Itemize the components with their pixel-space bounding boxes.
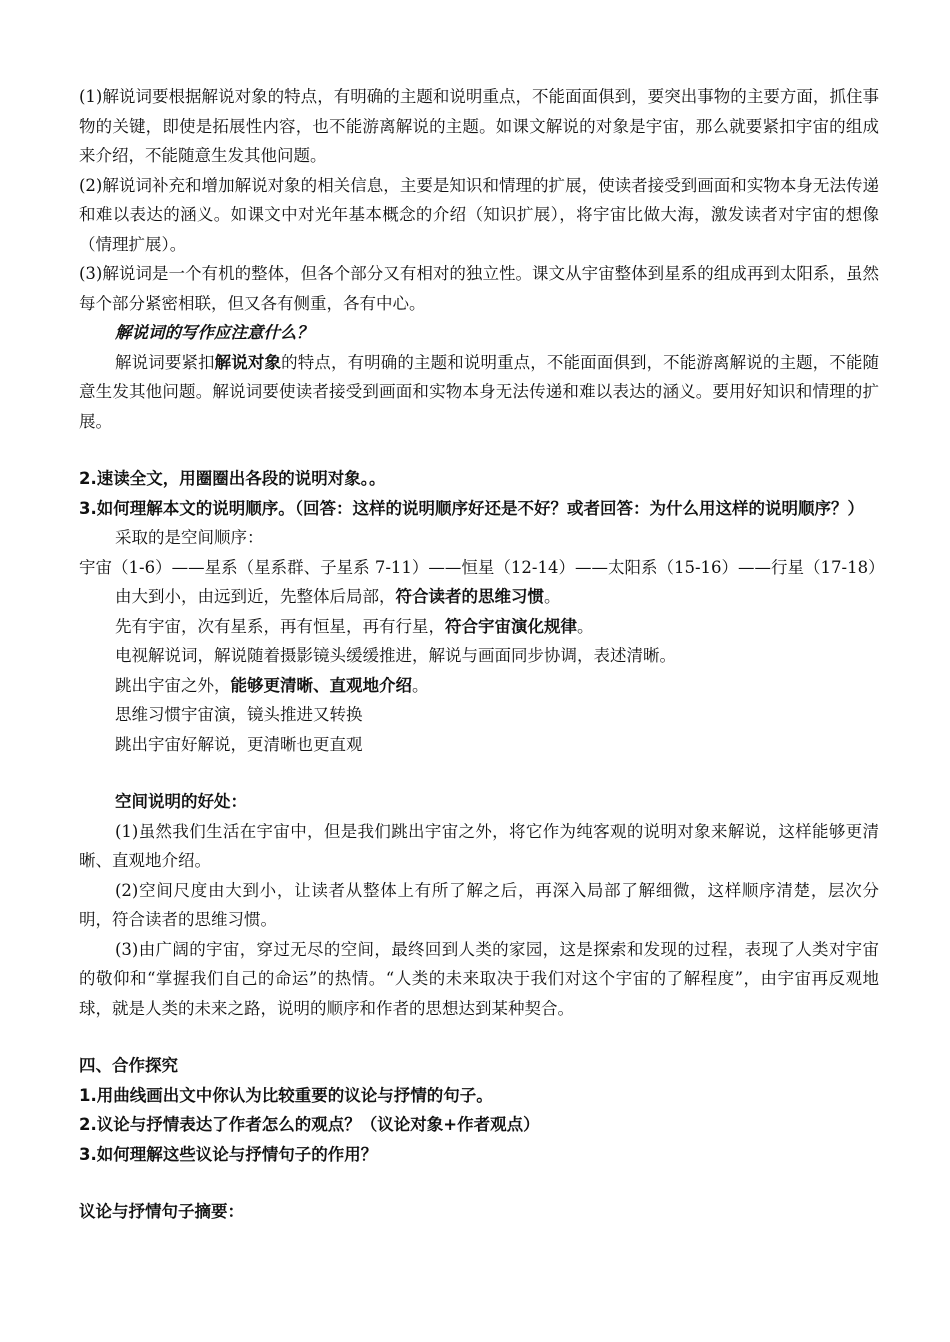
document-page bbox=[79, 82, 885, 1227]
rhyme-line-2: 跳出宇宙好解说，更清晰也更直观 bbox=[115, 734, 363, 754]
task-1: 1.用曲线画出文中你认为比较重要的议论与抒情的句子。 bbox=[79, 1085, 493, 1105]
order-intro: 采取的是空间顺序： bbox=[115, 528, 264, 547]
question-3: 3.如何理解本文的说明顺序。（回答：这样的说明顺序好还是不好？或者回答：为什么用这样的说明顺序？） bbox=[79, 498, 864, 518]
paragraph-1: (1)解说词要根据解说对象的特点，有明确的主题和说明重点，不能面面俱到，要突出事物的主要方面，抓住事物的关键，即使是拓展性内容，也不能游离解说的主题。如课文解说的对象是宇宙，那么就要紧扣宇宙的组成来介绍，不能随意生发其他问题。 bbox=[79, 87, 879, 165]
rhyme-line-1: 思维习惯宇宙演，镜头推进又转换 bbox=[115, 705, 363, 724]
task-3: 3.如何理解这些议论与抒情句子的作用？ bbox=[79, 1144, 378, 1164]
answer-emphasis: 解说对象 bbox=[214, 352, 282, 372]
section-heading-4: 四、合作探究 bbox=[79, 1056, 178, 1075]
question-2: 2.速读全文，用圈圈出各段的说明对象。。 bbox=[79, 469, 386, 488]
task-2: 2.议论与抒情表达了作者怎么的观点？（议论对象+作者观点） bbox=[79, 1115, 540, 1134]
answer-paragraph: 解说词要紧扣解说对象的特点，有明确的主题和说明重点，不能面面俱到，不能游离解说的主题，不能随意生发其他问题。解说词要使读者接受到画面和实物本身无法传递和难以表达的涵义。要用好知识和情理的扩展。 bbox=[79, 352, 880, 431]
benefit-3: (3)由广阔的宇宙，穿过无尽的空间，最终回到人类的家园，这是探索和发现的过程，表现了人类对宇宙的敬仰和“掌握我们自己的命运”的热情。“人类的未来取决于我们对这个宇宙的了解程度”，由宇宙再反观地球，就是人类的未来之路，说明的顺序和作者的思想达到某种契合。 bbox=[79, 939, 879, 1018]
order-line-4: 跳出宇宙之外，能够更清晰、直观地介绍。 bbox=[115, 675, 429, 695]
benefits-title: 空间说明的好处： bbox=[115, 792, 247, 811]
benefit-2: (2)空间尺度由大到小，让读者从整体上有所了解之后，再深入局部了解细微，这样顺序清楚，层次分明，符合读者的思维习惯。 bbox=[79, 880, 879, 929]
paragraph-3: (3)解说词是一个有机的整体，但各个部分又有相对的独立性。课文从宇宙整体到星系的组成再到太阳系，虽然每个部分紧密相联，但又各有侧重，各有中心。 bbox=[79, 264, 879, 313]
paragraph-2: (2)解说词补充和增加解说对象的相关信息，主要是知识和情理的扩展，使读者接受到画面和实物本身无法传递和难以表达的涵义。如课文中对光年基本概念的介绍（知识扩展），将宇宙比做大海，激发读者对宇宙的想像（情理扩展）。 bbox=[79, 175, 879, 254]
order-line-3: 电视解说词，解说随着摄影镜头缓缓推进，解说与画面同步协调，表述清晰。 bbox=[115, 646, 676, 665]
summary-title: 议论与抒情句子摘要： bbox=[79, 1202, 244, 1221]
order-sequence: 宇宙（1-6）——星系（星系群、子星系 7-11）——恒星（12-14）——太阳系（15-16）——行星（17-18） bbox=[79, 557, 885, 577]
order-line-2: 先有宇宙，次有星系，再有恒星，再有行星，符合宇宙演化规律。 bbox=[115, 616, 594, 636]
question-heading: 解说词的写作应注意什么？ bbox=[115, 323, 313, 342]
benefit-1: (1)虽然我们生活在宇宙中，但是我们跳出宇宙之外，将它作为纯客观的说明对象来解说，这样能够更清晰、直观地介绍。 bbox=[79, 821, 879, 870]
order-line-1: 由大到小，由远到近，先整体后局部，符合读者的思维习惯。 bbox=[115, 587, 561, 606]
